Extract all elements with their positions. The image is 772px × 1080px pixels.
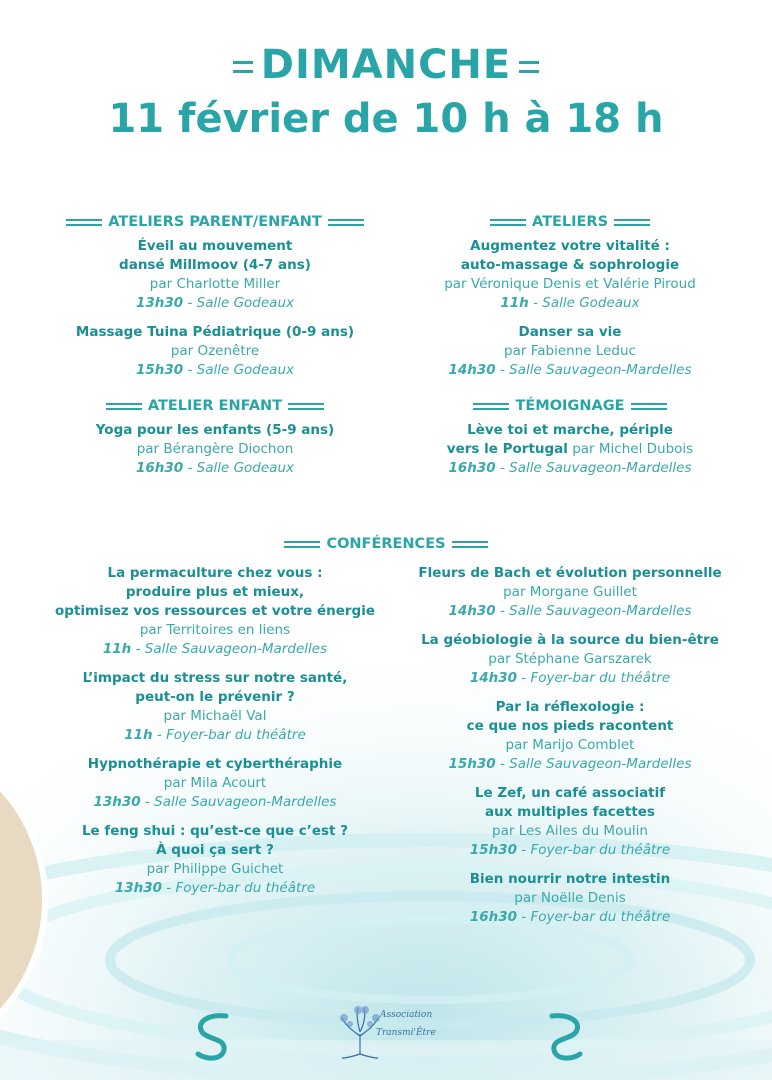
event-item: Le feng shui : qu’est-ce que c’est ? À quoi ça sert ? par Philippe Guichet 13h30 - Foyer-bar du théâtre: [81, 823, 349, 896]
event-item: Danser sa vie par Fabienne Leduc 14h30 - Salle Sauvageon-Mardelles: [448, 324, 692, 378]
right-workshops-column: [390, 214, 750, 488]
event-item: Fleurs de Bach et évolution personnelle par Morgane Guillet 14h30 - Salle Sauvageon-Mardelles: [418, 565, 722, 619]
event-item: Lève toi et marche, périple vers le Portugal par Michel Dubois 16h30 - Salle Sauvageon-Mardelles: [446, 422, 694, 476]
event-item: L’impact du stress sur notre santé, peut-on le prévenir ? par Michaël Val 11h - Foyer-bar du théâtre: [82, 670, 348, 743]
section-heading: ATELIERS PARENT/ENFANT: [30, 214, 400, 230]
title-decoration: [519, 61, 539, 73]
right-swirl-ornament: [540, 1008, 590, 1064]
section-heading: ATELIER ENFANT: [30, 398, 400, 414]
association-logo: [330, 1000, 442, 1062]
section-heading: ATELIERS: [390, 214, 750, 230]
event-item: Bien nourrir notre intestin par Noëlle Denis 16h30 - Foyer-bar du théâtre: [469, 871, 671, 925]
conferences-heading-block: [0, 536, 772, 559]
logo-line1: Association: [380, 1010, 433, 1020]
event-item: Éveil au mouvement dansé Millmoov (4-7 ans) par Charlotte Miller 13h30 - Salle Godeaux: [119, 238, 311, 311]
logo-line2: Transmi'Être: [376, 1028, 436, 1038]
event-item: La géobiologie à la source du bien-être par Stéphane Garszarek 14h30 - Foyer-bar du théâtre: [421, 632, 719, 686]
event-item: Par la réflexologie : ce que nos pieds racontent par Marijo Comblet 15h30 - Salle Sauvageon-Mardelles: [448, 699, 692, 772]
event-item: Yoga pour les enfants (5-9 ans) par Bérangère Diochon 16h30 - Salle Godeaux: [95, 422, 335, 476]
event-item: Hypnothérapie et cyberthéraphie par Mila Acourt 13h30 - Salle Sauvageon-Mardelles: [87, 756, 343, 810]
event-item: Massage Tuina Pédiatrique (0-9 ans) par Ozenêtre 15h30 - Salle Godeaux: [75, 324, 355, 378]
section-heading: TÉMOIGNAGE: [390, 398, 750, 414]
event-item: Le Zef, un café associatif aux multiples facettes par Les Ailes du Moulin 15h30 - Foyer-bar du théâtre: [469, 785, 671, 858]
event-item: Augmentez votre vitalité : auto-massage & sophrologie par Véronique Denis et Valérie Piroud 11h - Salle Godeaux: [444, 238, 696, 311]
date-title: 11 février de 10 h à 18 h: [108, 96, 664, 142]
left-swirl-ornament: [188, 1008, 238, 1064]
title-decoration: [233, 61, 253, 73]
left-workshops-column: [30, 214, 400, 488]
section-heading: CONFÉRENCES: [0, 536, 772, 552]
event-item: La permaculture chez vous : produire plus et mieux, optimisez vos ressources et votre énergie par Territoires en liens 11h - Salle Sauvageon-Mardelles: [55, 565, 375, 657]
conferences-right-column: [390, 564, 750, 937]
conferences-left-column: [30, 564, 400, 908]
day-title: DIMANCHE: [0, 42, 772, 88]
